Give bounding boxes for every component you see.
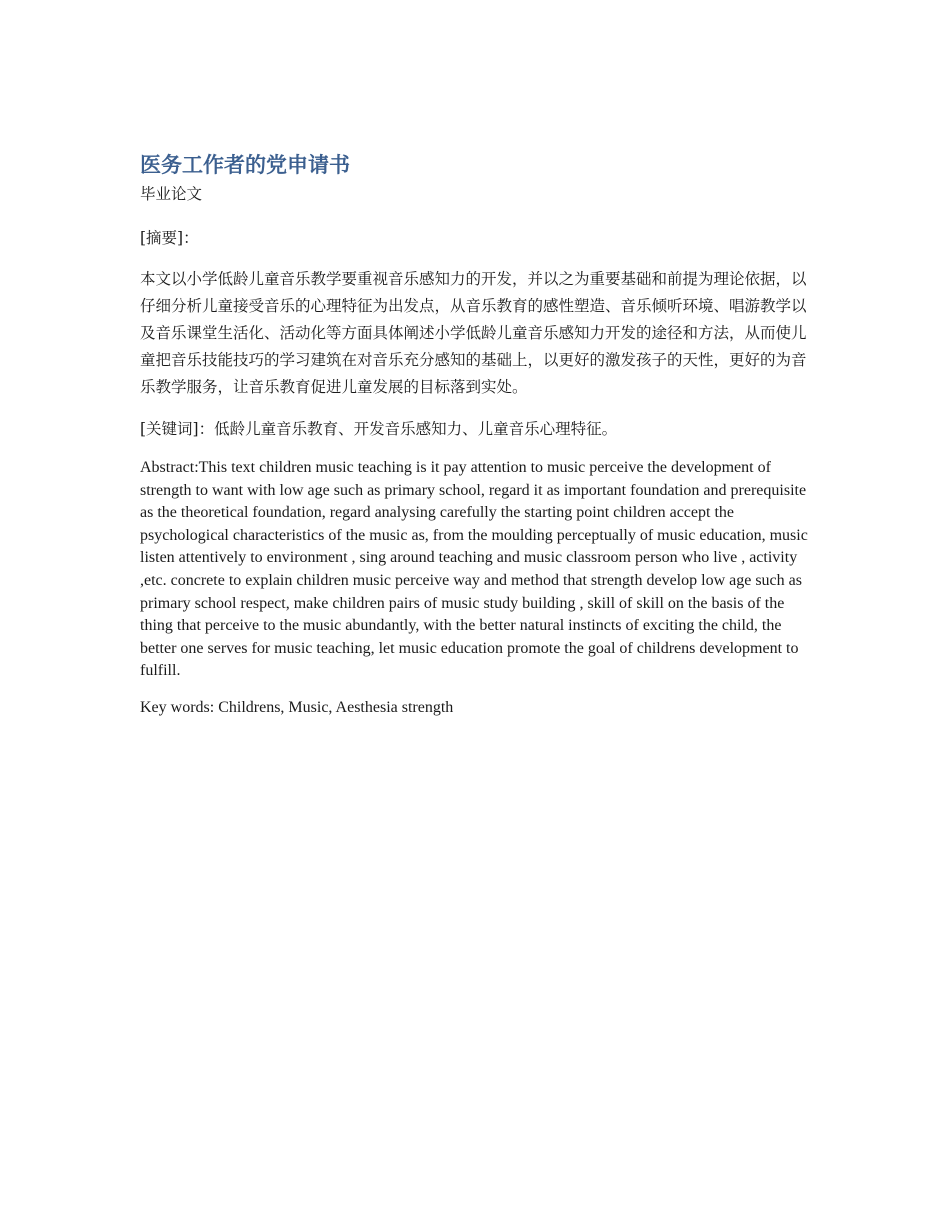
abstract-label: [摘要]： xyxy=(140,229,199,247)
abstract-english: Abstract:This text children music teaching is it pay attention to music perceive the development of strength to want with low age such as primary school, regard it as important foundation and prerequisite as the theoretical foundation, regard analysing carefully the starting point children accept the psychological characteristics of the music as, from the moulding perceptually of music education, music listen attentively to environment , sing around teaching and music classroom person who live , activity ,etc. concrete to explain children music perceive way and method that strength develop low age such as primary school respect, make children pairs of music study building , skill of skill on the basis of the thing that perceive to the music abundantly, with the better natural instincts of exciting the child, the better one serves for music teaching, let music education promote the goal of childrens development to fulfill. xyxy=(140,459,808,680)
keywords-english: Key words: Childrens, Music, Aesthesia strength xyxy=(140,698,454,716)
document-title: 医务工作者的党申请书 xyxy=(140,153,350,177)
abstract-chinese: 本文以小学低龄儿童音乐教学要重视音乐感知力的开发，并以之为重要基础和前提为理论依据，以仔细分析儿童接受音乐的心理特征为出发点，从音乐教育的感性塑造、音乐倾听环境、唱游教学以及音乐课堂生活化、活动化等方面具体阐述小学低龄儿童音乐感知力开发的途径和方法，从而使儿童把音乐技能技巧的学习建筑在对音乐充分感知的基础上，以更好的激发孩子的天性，更好的为音乐教学服务，让音乐教育促进儿童发展的目标落到实处。 xyxy=(140,270,807,396)
keywords-chinese: [关键词]：低龄儿童音乐教育、开发音乐感知力、儿童音乐心理特征。 xyxy=(140,420,618,438)
document-page xyxy=(140,148,810,720)
document-subtitle: 毕业论文 xyxy=(140,185,203,203)
